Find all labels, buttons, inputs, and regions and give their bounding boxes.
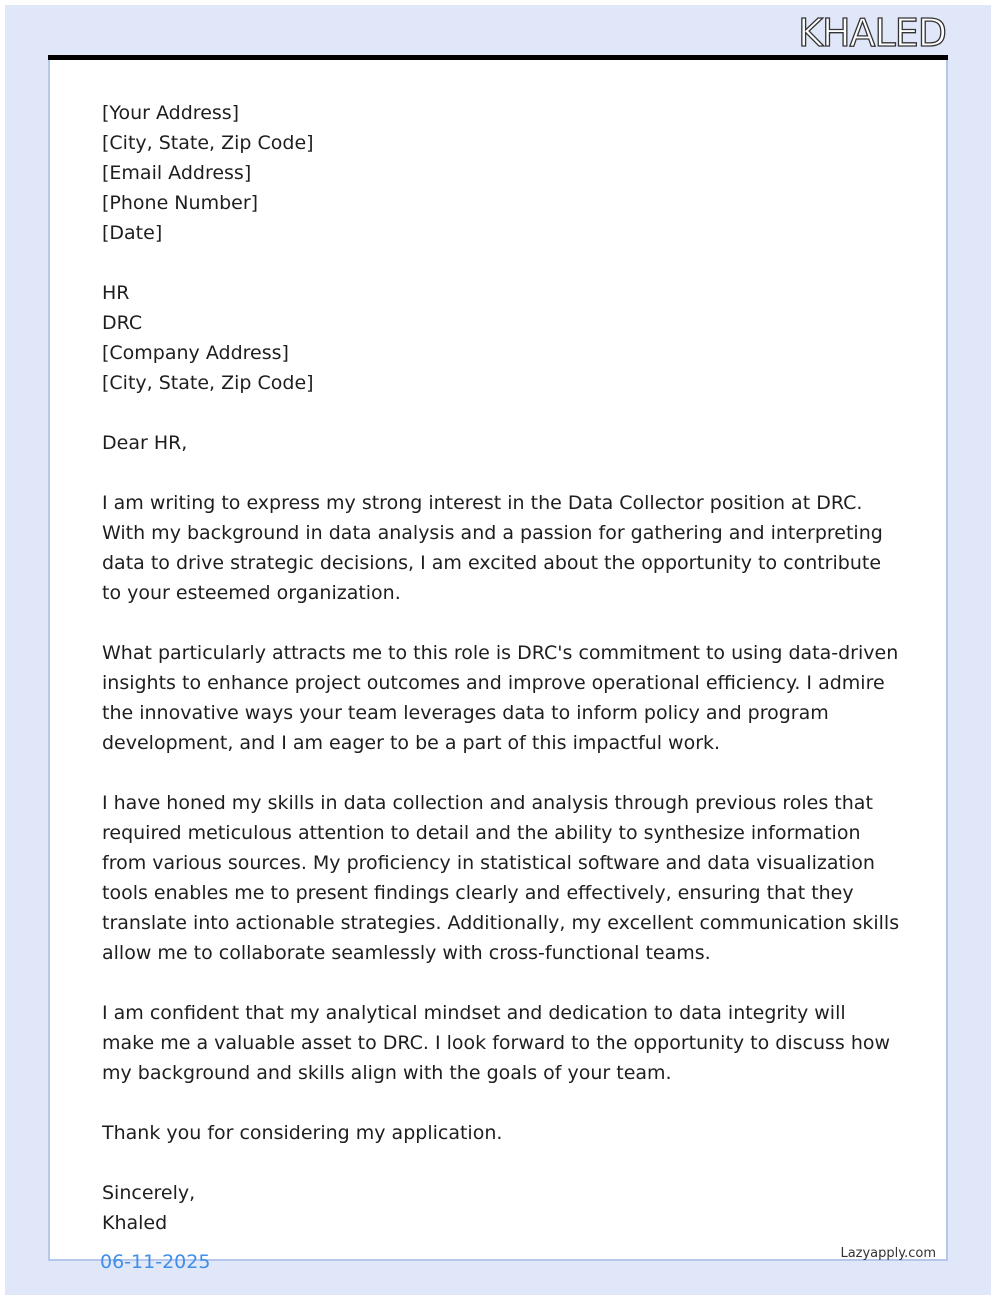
footer-date: 06-11-2025 [100, 1251, 211, 1273]
sender-phone: [Phone Number] [102, 192, 259, 214]
spacer [102, 398, 902, 428]
signature: Khaled [102, 1212, 168, 1234]
logo-text: KHALED [798, 11, 946, 55]
paragraph-skills: I have honed my skills in data collection and analysis through previous roles that required meticulous attention to detail and the ability to synthesize information from various sources. My proficiency in statistical software and data visualization tools enables me to present findings clearly and effectively, ensuring that they translate into actionable strategies. Additionally, my excellent communication skills allow me to collaborate seamlessly with cross-functional teams. [102, 792, 900, 964]
brand-watermark: Lazyapply.com [840, 1246, 936, 1261]
recipient-name: HR [102, 282, 130, 304]
salutation: Dear HR, [102, 432, 188, 454]
paragraph-thanks: Thank you for considering my application. [102, 1122, 503, 1144]
recipient-company: DRC [102, 312, 143, 334]
recipient-block [102, 278, 902, 398]
closing: Sincerely, [102, 1182, 196, 1204]
sender-email: [Email Address] [102, 162, 252, 184]
sender-date: [Date] [102, 222, 163, 244]
sender-city-state-zip: [City, State, Zip Code] [102, 132, 314, 154]
letter-page [48, 60, 948, 1261]
sender-address: [Your Address] [102, 102, 240, 124]
letter-body [102, 98, 902, 1238]
paragraph-motivation: What particularly attracts me to this role is DRC's commitment to using data-driven insights to enhance project outcomes and improve operational efficiency. I admire the innovative ways your team leverages data to inform policy and program development, and I am eager to be a part of this impactful work. [102, 642, 899, 754]
recipient-address: [Company Address] [102, 342, 289, 364]
spacer [102, 248, 902, 278]
paragraph-confidence: I am confident that my analytical mindset and dedication to data integrity will make me a valuable asset to DRC. I look forward to the opportunity to discuss how my background and skills align with the goals of your team. [102, 1002, 891, 1084]
paragraph-intro: I am writing to express my strong interest in the Data Collector position at DRC. With my background in data analysis and a passion for gathering and interpreting data to drive strategic decisions, I am excited about the opportunity to contribute to your esteemed organization. [102, 492, 883, 604]
sender-block [102, 98, 902, 248]
recipient-city-state-zip: [City, State, Zip Code] [102, 372, 314, 394]
